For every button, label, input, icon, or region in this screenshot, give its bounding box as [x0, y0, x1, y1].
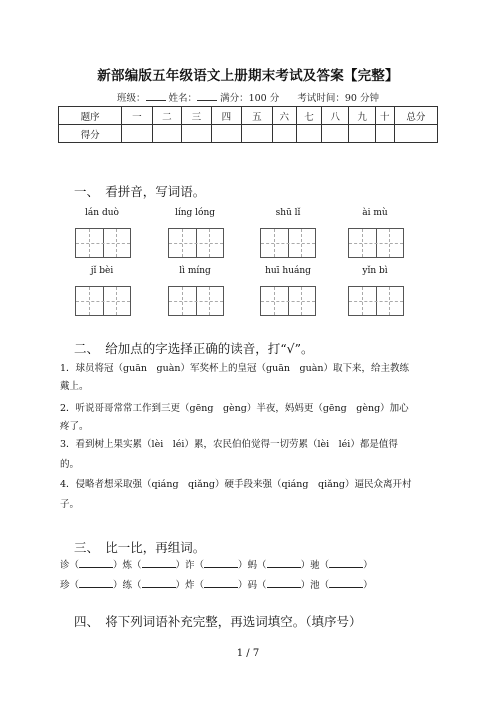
- answer-blank[interactable]: [267, 578, 301, 588]
- header-cell: 九: [349, 107, 375, 125]
- char-label: ）炸（: [175, 580, 205, 591]
- header-cell: 三: [182, 107, 211, 125]
- score-cell[interactable]: [272, 125, 296, 143]
- char-label: ）: [363, 560, 373, 571]
- header-cell: 十: [375, 107, 394, 125]
- pinyin-label: huī huáng: [265, 266, 311, 276]
- answer-blank[interactable]: [204, 578, 238, 588]
- header-cell: 七: [296, 107, 321, 125]
- score-label-cell: 得分: [59, 125, 122, 143]
- header-cell: 一: [122, 107, 153, 125]
- question-line: 1．球员将冠（guān guàn）军奖杯上的皇冠（guān guàn）取下来，给主教练: [60, 363, 409, 374]
- word-group-row-2: [60, 578, 373, 592]
- question-line: 3．看到树上果实累（lèi léi）累，农民伯伯觉得一切劳累（lèi léi）都是值得: [60, 439, 398, 450]
- class-blank: [146, 91, 166, 101]
- header-cell: 五: [242, 107, 273, 125]
- char-label: ）: [363, 580, 373, 591]
- writing-box[interactable]: [75, 228, 131, 258]
- answer-blank[interactable]: [204, 558, 238, 568]
- char-label: ）池（: [300, 580, 330, 591]
- pinyin-label: líng lóng: [174, 208, 216, 218]
- char-label: ）炼（: [113, 560, 142, 571]
- score-table: [58, 106, 438, 143]
- score-cell[interactable]: [152, 125, 181, 143]
- char-label: ）码（: [238, 580, 267, 591]
- section3-heading: 三、 比一比，再组词。: [74, 540, 206, 555]
- exam-info: [0, 90, 496, 104]
- score-cell[interactable]: [242, 125, 273, 143]
- header-cell: 总分: [394, 107, 437, 125]
- pinyin-label: lì míng: [179, 266, 211, 276]
- header-cell: 二: [152, 107, 181, 125]
- char-label: ）练（: [113, 580, 142, 591]
- writing-box[interactable]: [260, 286, 316, 316]
- full-score: 满分：100 分: [220, 93, 280, 104]
- question-line: 的。: [60, 459, 80, 470]
- char-label: ）驰（: [300, 560, 330, 571]
- writing-box[interactable]: [75, 286, 131, 316]
- score-cell[interactable]: [296, 125, 321, 143]
- question-line: 2．听说哥哥常常工作到三更（gēng gèng）半夜，妈妈更（gēng gèng）加心: [60, 403, 409, 414]
- answer-blank[interactable]: [329, 578, 363, 588]
- writing-box[interactable]: [168, 228, 224, 258]
- header-cell: 四: [211, 107, 242, 125]
- score-header-row: [59, 107, 438, 125]
- pinyin-label: jǐ bèi: [90, 266, 114, 276]
- name-label: 姓名：: [168, 93, 198, 104]
- section1-heading: 一、 看拼音，写词语。: [74, 184, 206, 199]
- writing-box[interactable]: [348, 228, 404, 258]
- score-cell[interactable]: [182, 125, 211, 143]
- question-line: 子。: [60, 499, 80, 510]
- question-line: 4．侵略者想采取强（qiáng qiǎng）硬手段来强（qiáng qiǎng）逼民众离开村: [60, 479, 412, 490]
- section4-heading: 四、 将下列词语补充完整，再选词填空。（填序号）: [74, 614, 362, 629]
- score-cell[interactable]: [322, 125, 349, 143]
- pinyin-label: shū lǐ: [275, 208, 301, 218]
- writing-box[interactable]: [260, 228, 316, 258]
- page-number: 1 / 7: [236, 648, 260, 659]
- writing-box[interactable]: [348, 286, 404, 316]
- answer-blank[interactable]: [142, 578, 176, 588]
- score-cell[interactable]: [122, 125, 153, 143]
- char-label: ）蚂（: [238, 560, 267, 571]
- section2-heading: 二、 给加点的字选择正确的读音，打“√”。: [74, 341, 314, 356]
- score-cell[interactable]: [349, 125, 375, 143]
- answer-blank[interactable]: [142, 558, 176, 568]
- exam-time: 考试时间：90 分钟: [297, 93, 379, 104]
- question-line: 戴上。: [60, 381, 89, 392]
- header-cell: 题序: [59, 107, 122, 125]
- char-label: 珍（: [60, 580, 80, 591]
- writing-box[interactable]: [168, 286, 224, 316]
- score-cell[interactable]: [394, 125, 437, 143]
- answer-blank[interactable]: [79, 558, 113, 568]
- page-title: 新部编版五年级语文上册期末考试及答案【完整】: [97, 68, 399, 84]
- char-label: 诊（: [60, 560, 80, 571]
- pinyin-label: ài mù: [362, 208, 388, 218]
- char-label: ）诈（: [175, 560, 205, 571]
- answer-blank[interactable]: [329, 558, 363, 568]
- header-cell: 六: [272, 107, 296, 125]
- name-blank: [197, 91, 217, 101]
- answer-blank[interactable]: [79, 578, 113, 588]
- score-cell[interactable]: [211, 125, 242, 143]
- pinyin-label: lán duò: [85, 208, 119, 218]
- score-value-row: [59, 125, 438, 143]
- pinyin-label: yǐn bì: [362, 266, 388, 276]
- question-line: 疼了。: [60, 421, 89, 432]
- score-cell[interactable]: [375, 125, 394, 143]
- header-cell: 八: [322, 107, 349, 125]
- word-group-row-1: [60, 558, 373, 572]
- class-label: 班级：: [117, 93, 146, 104]
- answer-blank[interactable]: [267, 558, 301, 568]
